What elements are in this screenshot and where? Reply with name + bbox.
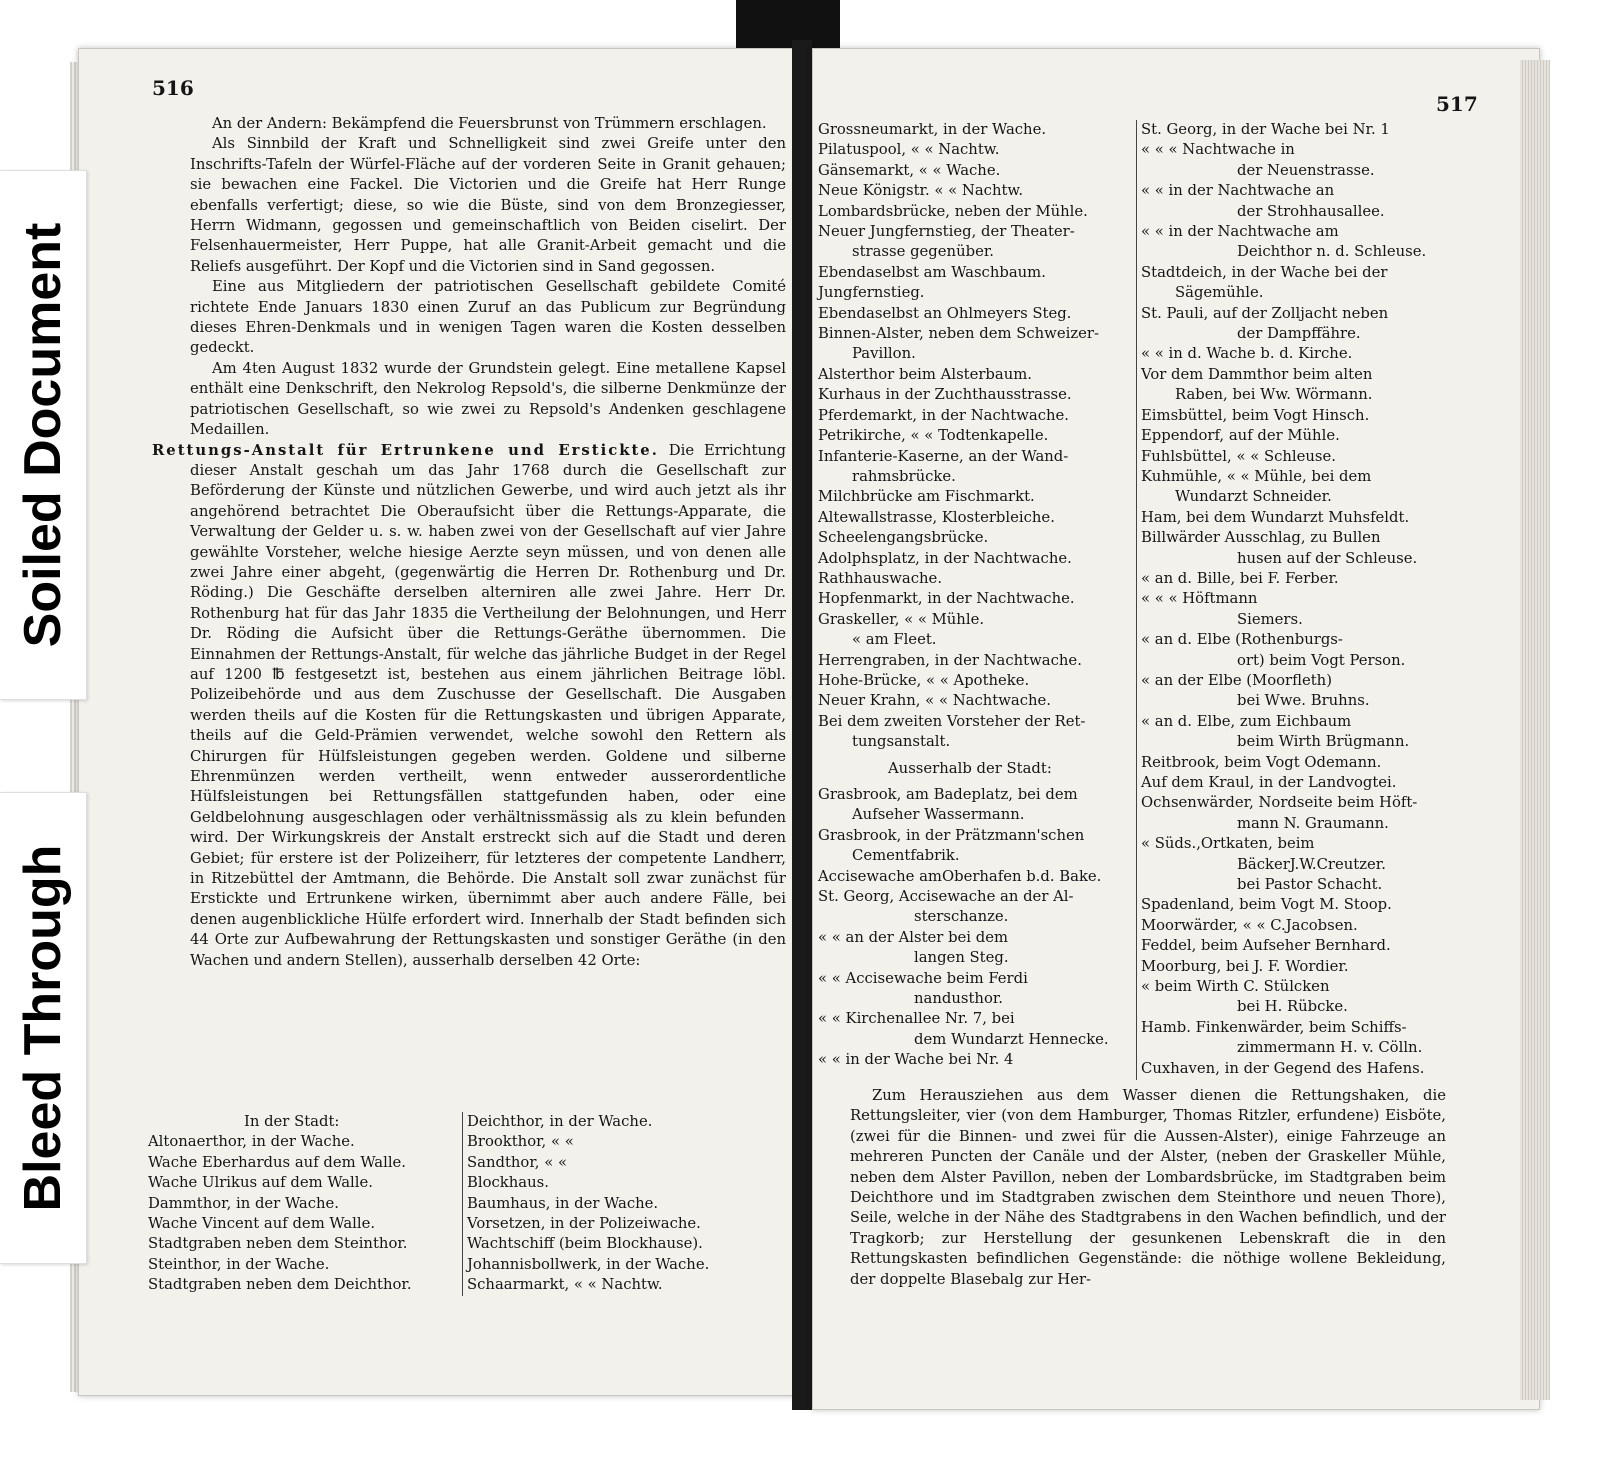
list-item: Stadtgraben neben dem Deichthor. bbox=[148, 1276, 412, 1294]
list-item: « « in der Nachtwache an bbox=[1141, 182, 1335, 200]
list-item: Lombardsbrücke, neben der Mühle. bbox=[818, 202, 1088, 220]
list-item: « « « Höftmann bbox=[1141, 590, 1258, 608]
list-item: Grossneumarkt, in der Wache. bbox=[818, 121, 1047, 138]
list-item: Billwärder Ausschlag, zu Bullen bbox=[1141, 529, 1381, 547]
list-item: BäckerJ.W.Creutzer. bbox=[1237, 855, 1386, 873]
list-item: Schaarmarkt, « « Nachtw. bbox=[467, 1276, 663, 1294]
list-item: Vorsetzen, in der Polizeiwache. bbox=[467, 1215, 701, 1233]
list-item: tungsanstalt. bbox=[852, 733, 951, 751]
list-item: « « in d. Wache b. d. Kirche. bbox=[1141, 345, 1353, 363]
paragraph: Eine aus Mitgliedern der patriotischen Gesellschaft gebildete Comité richtete Ende Januars 1830 einen Zuruf an das Publicum zur Begründung dieses Ehren-Denkmals und in wenigen Tagen waren die Kosten desselben gedeckt. bbox=[190, 278, 786, 357]
list-item: St. Georg, in der Wache bei Nr. 1 bbox=[1141, 121, 1390, 138]
list-item: bei H. Rübcke. bbox=[1237, 998, 1348, 1016]
list-item: Siemers. bbox=[1237, 610, 1303, 628]
list-item: Alsterthor beim Alsterbaum. bbox=[818, 365, 1032, 383]
list-item: Cementfabrik. bbox=[852, 847, 960, 865]
list-item: Blockhaus. bbox=[467, 1174, 549, 1192]
list-item: Scheelengangsbrücke. bbox=[818, 529, 989, 547]
left-page-number: 516 bbox=[152, 76, 194, 100]
list-item: Auf dem Kraul, in der Landvogtei. bbox=[1141, 774, 1397, 791]
list-item: Spadenland, beim Vogt M. Stoop. bbox=[1141, 896, 1392, 914]
list-item: Neuer Krahn, « « Nachtwache. bbox=[818, 692, 1051, 710]
list-item: Fuhlsbüttel, « « Schleuse. bbox=[1141, 447, 1336, 465]
list-item: Deichthor, in der Wache. bbox=[467, 1113, 653, 1130]
list-item: « am Fleet. bbox=[852, 631, 937, 649]
list-item: « an d. Elbe (Rothenburgs- bbox=[1141, 631, 1343, 649]
list-item: zimmermann H. v. Cölln. bbox=[1237, 1039, 1423, 1057]
list-item: Herrengraben, in der Nachtwache. bbox=[818, 651, 1082, 669]
list-item: Sandthor, « « bbox=[467, 1153, 568, 1171]
list-item: bei Pastor Schacht. bbox=[1237, 876, 1383, 894]
list-item: Raben, bei Ww. Wörmann. bbox=[1175, 386, 1373, 404]
list-item: beim Wirth Brügmann. bbox=[1237, 733, 1410, 751]
list-item: Brookthor, « « bbox=[467, 1133, 574, 1151]
list-item: ort) beim Vogt Person. bbox=[1237, 651, 1406, 669]
list-item: Neuer Jungfernstieg, der Theater- bbox=[818, 223, 1075, 241]
list-item: sterschanze. bbox=[914, 908, 1009, 926]
list-item: Baumhaus, in der Wache. bbox=[467, 1194, 659, 1212]
list-item: der Neuenstrasse. bbox=[1237, 161, 1375, 179]
list-item: Dammthor, in der Wache. bbox=[148, 1194, 339, 1212]
right-page-edges bbox=[1520, 60, 1550, 1400]
list-item: St. Georg, Accisewache an der Al- bbox=[818, 888, 1074, 906]
list-item: Reitbrook, beim Vogt Odemann. bbox=[1141, 753, 1382, 771]
list-item: Infanterie-Kaserne, an der Wand- bbox=[818, 447, 1069, 465]
list-item: « beim Wirth C. Stülcken bbox=[1141, 978, 1330, 996]
list-item: St. Pauli, auf der Zolljacht neben bbox=[1141, 304, 1389, 322]
list-item: Pilatuspool, « « Nachtw. bbox=[818, 141, 1000, 159]
list-item: Sägemühle. bbox=[1175, 284, 1264, 302]
tab-soiled-document[interactable] bbox=[0, 170, 87, 700]
list-item: Vor dem Dammthor beim alten bbox=[1141, 365, 1373, 383]
list-item: strasse gegenüber. bbox=[852, 243, 994, 261]
list-item: Hamb. Finkenwärder, beim Schiffs- bbox=[1141, 1018, 1407, 1036]
list-item: Ebendaselbst an Ohlmeyers Steg. bbox=[818, 304, 1072, 322]
paragraph: Am 4ten August 1832 wurde der Grundstein gelegt. Eine metallene Kapsel enthält eine Denkschrift, den Nekrolog Repsold's, die silberne Denkmünze der patriotischen Gesellschaft, so wie zwei zu Repsold's Andenken geschlagene Medaillen. bbox=[190, 359, 786, 439]
tab-bleed-through[interactable] bbox=[0, 792, 87, 1264]
right-list-column-2 bbox=[1136, 120, 1459, 1080]
stadt-list-column-2 bbox=[462, 1112, 797, 1296]
list-item: mann N. Graumann. bbox=[1237, 814, 1389, 832]
list-item: Kurhaus in der Zuchthausstrasse. bbox=[818, 386, 1072, 404]
list-item: Moorwärder, « « C.Jacobsen. bbox=[1141, 916, 1358, 934]
list-item: Aufseher Wassermann. bbox=[852, 806, 1025, 824]
list-item: Deichthor n. d. Schleuse. bbox=[1237, 243, 1427, 261]
right-page-number: 517 bbox=[1436, 92, 1478, 116]
paragraph: Zum Herausziehen aus dem Wasser dienen die Rettungshaken, die Rettungsleiter, vier (von dem Hamburger, Thomas Ritzler, erfundene) Eisböte, (zwei für die Binnen- und zwei für die Aussen-Alster), einige Fahrzeuge an mehreren Puncten der Canäle und der Alster, (neben der Graskeller Mühle, neben dem Alster Pavillon, neben der Lombardsbrücke, im Stadtgraben beim Deichthore und im Stadtgraben zwischen dem Steinthore und neuen Thore), Seile, welche in der Nähe des Stadtgrabens in den Wachen befindlich, und der Tragkorb; zur Herstellung der gesunkenen Lebenskraft die in den Rettungskasten befindlichen Gegenstände: die nöthige wollene Bekleidung, der doppelte Blasebalg zur Her- bbox=[850, 1087, 1446, 1288]
list-item: « « Kirchenallee Nr. 7, bei bbox=[818, 1010, 1015, 1028]
list-item: Ham, bei dem Wundarzt Muhsfeldt. bbox=[1141, 508, 1410, 526]
list-item: Altonaerthor, in der Wache. bbox=[148, 1133, 355, 1151]
list-item: Steinthor, in der Wache. bbox=[148, 1255, 330, 1273]
paragraph: Als Sinnbild der Kraft und Schnelligkeit sind zwei Greife unter den Inschrifts-Tafeln der Würfel-Fläche auf der vorderen Seite in Granit gehauen; sie bewachen eine Fackel. Die Victorien und die Greife hat Herr Runge ebenfalls verfertigt; diese, so wie die Büste, sind von dem Bronzegiesser, Herrn Widmann, gegossen und gemeinschaftlich von Beiden ciselirt. Der Felsenhauermeister, Herr Puppe, hat alle Granit-Arbeit gemacht und die Reliefs ausgeführt. Der Kopf und die Victorien sind in Sand gegossen. bbox=[190, 135, 786, 275]
list-item: nandusthor. bbox=[914, 990, 1004, 1008]
list-item: Neue Königstr. « « Nachtw. bbox=[818, 182, 1024, 200]
list-item: Graskeller, « « Mühle. bbox=[818, 610, 985, 628]
list-item: Eppendorf, auf der Mühle. bbox=[1141, 427, 1340, 445]
list-item: « Süds.,Ortkaten, beim bbox=[1141, 835, 1315, 853]
list-item: Feddel, beim Aufseher Bernhard. bbox=[1141, 937, 1391, 955]
list-item: rahmsbrücke. bbox=[852, 467, 956, 485]
list-item: Wache Vincent auf dem Walle. bbox=[148, 1215, 376, 1233]
list-item: Jungfernstieg. bbox=[818, 284, 925, 302]
section-text: Die Errichtung dieser Anstalt geschah um das Jahr 1768 durch die Gesellschaft zur Beförderung der Künste und nützlichen Gewerbe, und wird auch jetzt als ihr angehörend betrachtet Die Oberaufsicht über die Rettungs-Apparate, die Verwaltung der Gelder u. s. w. haben zwei von der Gesellschaft auf vier Jahre gewählte Vorsteher, welche hiesige Aerzte seyn müssen, und von denen alle zwei Jahre einer abgeht, (gegenwärtig die Herren Dr. Rothenburg und Dr. Röding.) Die Geschäfte derselben alterniren alle zwei Jahre. Herr Dr. Rothenburg hat für das Jahr 1835 die Vertheilung der Belohnungen, und Herr Dr. Röding die Aufsicht über die Rettungs-Geräthe übernommen. Die Einnahmen der Rettungs-Anstalt, für welche das jährliche Budget in der Regel auf 1200 ℔ festgesetzt ist, bestehen aus einem jährlichen Beitrage löbl. Polizeibehörde und aus dem Zuschusse der Gesellschaft. Die Ausgaben werden theils auf die Kosten für die Rettungskasten und übrigen Apparate, theils auf die Geld-Prämien verwendet, welche sowohl den Rettern als Chirurgen für Hülfsleistungen gegeben werden. Goldene und silberne Ehrenmünzen werden vertheilt, wenn entweder ausserordentliche Hülfsleistungen bei Rettungsfällen stattgefunden haben, oder eine Geldbelohnung ausgeschlagen oder verhältnissmässig als zu klein befunden wird. Der Wirkungskreis der Anstalt erstreckt sich auf die Stadt und deren Gebiet; für erstere ist der Polizeiherr, für letzteres der competente Landherr, in Ritzebüttel der Amtmann, die Behörde. Die Anstalt soll zwar zunächst für Erstickte und Ertrunkene wirken, übernimmt aber auch andere Fälle, bei denen augenblickliche Hülfe erfordert wird. Innerhalb der Stadt befinden sich 44 Orte zur Aufbewahrung der Rettungskasten und sonstiger Geräthe (in den Wachen und andern Stellen), ausserhalb derselben 42 Orte: bbox=[190, 441, 786, 969]
list-item: Grasbrook, am Badeplatz, bei dem bbox=[818, 786, 1078, 803]
list-item: Milchbrücke am Fischmarkt. bbox=[818, 488, 1035, 506]
section-heading: Rettungs-Anstalt für Ertrunkene und Erstickte. bbox=[152, 441, 659, 459]
list-item: Ausserhalb der Stadt: bbox=[888, 759, 1052, 777]
list-item: Stadtdeich, in der Wache bei der bbox=[1141, 263, 1388, 281]
list-item: Ebendaselbst am Waschbaum. bbox=[818, 263, 1046, 281]
rettung-section bbox=[152, 441, 786, 972]
list-item: « « an der Alster bei dem bbox=[818, 928, 1008, 946]
list-item: « « Accisewache beim Ferdi bbox=[818, 969, 1028, 987]
paragraph: An der Andern: Bekämpfend die Feuersbrunst von Trümmern erschlagen. bbox=[212, 115, 767, 132]
list-heading: In der Stadt: bbox=[244, 1113, 340, 1130]
right-page-body bbox=[850, 1086, 1446, 1290]
list-item: der Dampffähre. bbox=[1237, 325, 1361, 343]
list-item: « an d. Bille, bei F. Ferber. bbox=[1141, 569, 1339, 587]
list-item: Moorburg, bei J. F. Wordier. bbox=[1141, 957, 1349, 975]
right-list-column-1 bbox=[818, 120, 1134, 1071]
list-item: Wundarzt Schneider. bbox=[1175, 488, 1332, 506]
list-item: Pferdemarkt, in der Nachtwache. bbox=[818, 406, 1070, 424]
list-item: Grasbrook, in der Prätzmann'schen bbox=[818, 826, 1085, 844]
list-item: Altewallstrasse, Klosterbleiche. bbox=[818, 508, 1055, 526]
list-item: « « in der Nachtwache am bbox=[1141, 223, 1339, 241]
list-item: langen Steg. bbox=[914, 949, 1009, 967]
list-item: Wache Eberhardus auf dem Walle. bbox=[148, 1153, 407, 1171]
list-item: der Strohhausallee. bbox=[1237, 202, 1385, 220]
list-item: « « « Nachtwache in bbox=[1141, 141, 1295, 159]
list-item: Ochsenwärder, Nordseite beim Höft- bbox=[1141, 794, 1418, 812]
stadt-list-column-1 bbox=[148, 1112, 460, 1296]
list-item: « an d. Elbe, zum Eichbaum bbox=[1141, 712, 1352, 730]
list-item: husen auf der Schleuse. bbox=[1237, 549, 1418, 567]
list-item: Gänsemarkt, « « Wache. bbox=[818, 161, 1001, 179]
list-item: Accisewache amOberhafen b.d. Bake. bbox=[818, 867, 1102, 885]
list-item: Adolphsplatz, in der Nachtwache. bbox=[818, 549, 1072, 567]
list-item: Wache Ulrikus auf dem Walle. bbox=[148, 1174, 373, 1192]
list-item: Hohe-Brücke, « « Apotheke. bbox=[818, 671, 1030, 689]
list-item: Johannisbollwerk, in der Wache. bbox=[467, 1255, 710, 1273]
list-item: dem Wundarzt Hennecke. bbox=[914, 1030, 1109, 1048]
list-item: Stadtgraben neben dem Steinthor. bbox=[148, 1235, 408, 1253]
list-item: Petrikirche, « « Todtenkapelle. bbox=[818, 427, 1049, 445]
list-item: Hopfenmarkt, in der Nachtwache. bbox=[818, 590, 1075, 608]
list-item: Rathhauswache. bbox=[818, 569, 943, 587]
list-item: Binnen-Alster, neben dem Schweizer- bbox=[818, 325, 1099, 343]
list-item: Bei dem zweiten Vorsteher der Ret- bbox=[818, 712, 1086, 730]
list-item: « « in der Wache bei Nr. 4 bbox=[818, 1051, 1014, 1069]
list-item: bei Wwe. Bruhns. bbox=[1237, 692, 1370, 710]
left-page-body bbox=[152, 114, 786, 971]
list-item: Pavillon. bbox=[852, 345, 916, 363]
tab-soiled-label: Soiled Document bbox=[14, 222, 72, 648]
list-item: Kuhmühle, « « Mühle, bei dem bbox=[1141, 467, 1372, 485]
list-item: Cuxhaven, in der Gegend des Hafens. bbox=[1141, 1059, 1425, 1077]
list-item: Wachtschiff (beim Blockhause). bbox=[467, 1235, 703, 1253]
list-item: « an der Elbe (Moorfleth) bbox=[1141, 671, 1332, 689]
list-item: Eimsbüttel, beim Vogt Hinsch. bbox=[1141, 406, 1370, 424]
tab-bleed-label: Bleed Through bbox=[14, 844, 72, 1212]
